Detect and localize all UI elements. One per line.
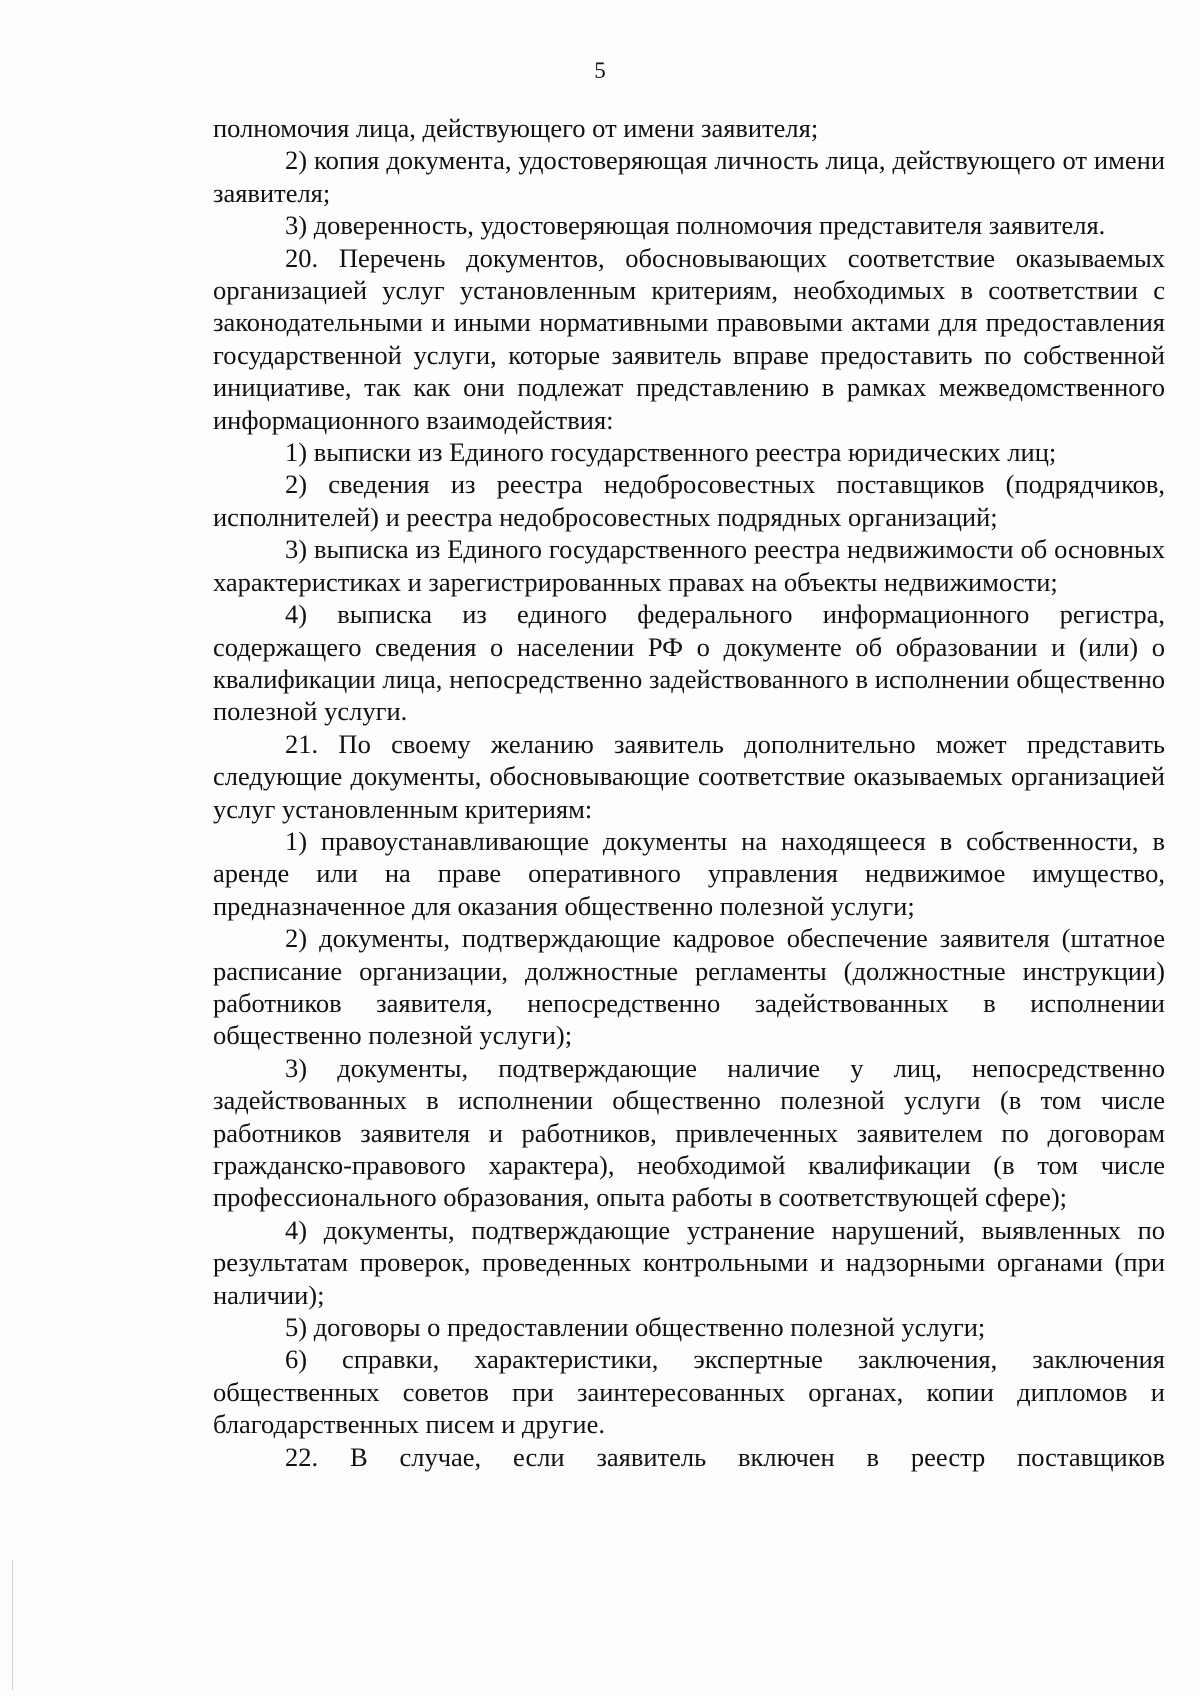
page-number: 5 xyxy=(594,58,606,83)
paragraph-continuation: полномочия лица, действующего от имени заявителя; xyxy=(213,113,819,143)
paragraph-21-item-2: 2) документы, подтверждающие кадровое обеспечение заявителя (штатное расписание организации, должностные регламенты (должностные инструкции) работников заявителя, непосредственно задействованных в исполнении общественно полезной услуги); xyxy=(213,923,1165,1051)
paragraph-20-item-1: 1) выписки из Единого государственного реестра юридических лиц; xyxy=(285,437,1057,468)
paragraph-21-item-3: 3) документы, подтверждающие наличие у лиц, непосредственно задействованных в исполнении общественно полезной услуги (в том числе работников заявителя и работников, привлеченных заявителем по договорам гражданско-правового характера), необходимой квалификации (в том числе профессионального образования, опыта работы в соответствующей сфере); xyxy=(213,1052,1165,1213)
paragraph-20-item-4: 4) выписка из единого федерального информационного регистра, содержащего сведения о населении РФ о документе об образовании и (или) о квалификации лица, непосредственно задействованного в исполнении общественно полезной услуги. xyxy=(213,599,1165,727)
paragraph-20-item-2: 2) сведения из реестра недобросовестных поставщиков (подрядчиков, исполнителей) и реестра недобросовестных подрядных организаций; xyxy=(213,469,1165,532)
paragraph-20-item-3: 3) выписка из Единого государственного реестра недвижимости об основных характеристиках и зарегистрированных правах на объекты недвижимости; xyxy=(213,534,1165,597)
paragraph-item-3: 3) доверенность, удостоверяющая полномочия представителя заявителя. xyxy=(285,210,1106,241)
paragraph-section-20: 20. Перечень документов, обосновывающих соответствие оказываемых организацией услуг установленным критериям, необходимых в соответствии с законодательными и иными нормативными правовыми актами для предоставления государственной услуги, которые заявитель вправе предоставить по собственной инициативе, так как они подлежат представлению в рамках межведомственного информационного взаимодействия: xyxy=(213,242,1165,435)
document-body xyxy=(213,112,1165,1473)
paragraph-section-21: 21. По своему желанию заявитель дополнительно может представить следующие документы, обосновывающие соответствие оказываемых организацией услуг установленным критериям: xyxy=(213,728,1165,824)
paragraph-21-item-1: 1) правоустанавливающие документы на находящееся в собственности, в аренде или на праве оперативного управления недвижимое имущество, предназначенное для оказания общественно полезной услуги; xyxy=(213,825,1165,921)
paragraph-21-item-4: 4) документы, подтверждающие устранение нарушений, выявленных по результатам проверок, проведенных контрольными и надзорными органами (при наличии); xyxy=(213,1214,1165,1310)
paragraph-21-item-6: 6) справки, характеристики, экспертные заключения, заключения общественных советов при заинтересованных органах, копии дипломов и благодарственных писем и другие. xyxy=(213,1344,1165,1440)
paragraph-item-2: 2) копия документа, удостоверяющая личность лица, действующего от имени заявителя; xyxy=(213,145,1165,208)
scan-edge-mark xyxy=(12,1560,13,1690)
paragraph-section-22: 22. В случае, если заявитель включен в реестр поставщиков xyxy=(285,1441,1165,1472)
paragraph-21-item-5: 5) договоры о предоставлении общественно полезной услуги; xyxy=(285,1312,986,1343)
